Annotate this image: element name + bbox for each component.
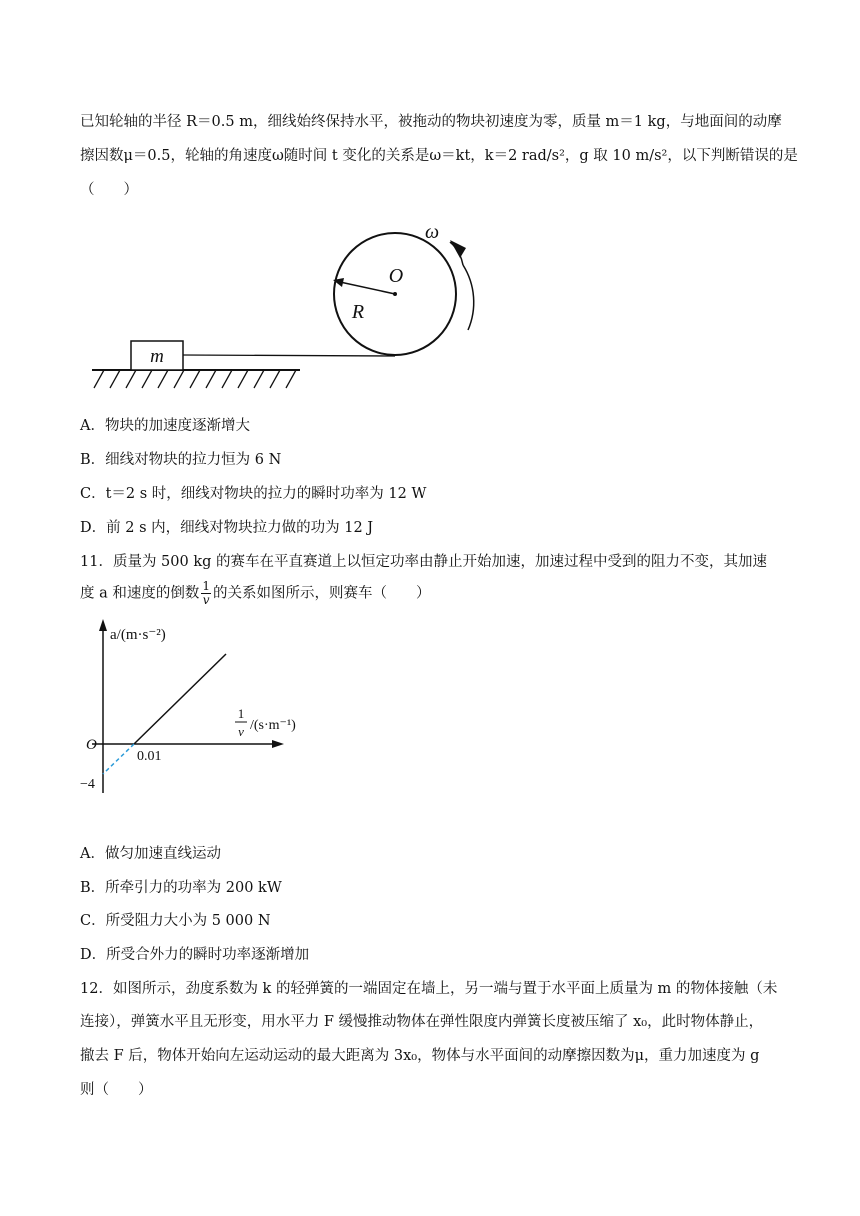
q11-option-d: D．所受合外力的瞬时功率逐渐增加 [80,947,310,963]
x-axis-label-num: 1 [237,706,245,721]
q11-frac-num: 1 [202,579,211,593]
q12-line1: 12．如图所示，劲度系数为 k 的轻弹簧的一端固定在墙上，另一端与置于水平面上质量为 m 的物体接触（未 [80,981,778,997]
q10-answer-blank: （ ） [80,182,138,198]
q12-line3: 撤去 F 后，物体开始向左运动运动的最大距离为 3x₀，物体与水平面间的动摩擦因数为μ，重力加速度为 g [80,1048,760,1064]
q10-option-a: A．物块的加速度逐渐增大 [80,418,250,434]
a-vs-inverse-v-graph [0,615,860,815]
y-tick-label: −4 [80,777,95,792]
q11-stem-line1: 11．质量为 500 kg 的赛车在平直赛道上以恒定功率由静止开始加速，加速过程中受到的阻力不变，其加速 [80,554,768,570]
q10-stem-line1: 已知轮轴的半径 R＝0.5 m，细线始终保持水平，被拖动的物块初速度为零，质量 m＝1 kg，与地面间的动摩 [80,114,782,130]
graph-line-solid [134,654,226,744]
wheel-axle-figure [0,210,860,410]
q10-option-d: D．前 2 s 内，细线对物块拉力做的功为 12 J [80,520,374,536]
q10-option-c: C．t＝2 s 时，细线对物块的拉力的瞬时功率为 12 W [80,486,427,502]
q11-option-a: A．做匀加速直线运动 [80,846,221,862]
center-label-O: O [388,265,404,287]
q11-stem-post: 的关系如图所示，则赛车（ ） [213,585,431,602]
q11-option-c: C．所受阻力大小为 5 000 N [80,913,271,929]
q11-option-b: B．所牵引力的功率为 200 kW [80,880,282,896]
block-mass-label: m [150,346,164,367]
q10-stem-line2: 擦因数μ＝0.5，轮轴的角速度ω随时间 t 变化的关系是ω＝kt，k＝2 rad/s²，g 取 10 m/s²，以下判断错误的是 [80,148,798,164]
q10-option-b: B．细线对物块的拉力恒为 6 N [80,452,282,468]
y-axis-label: a/(m·s⁻²) [110,627,166,643]
radius-label-R: R [351,301,365,323]
q11-stem-pre: 度 a 和速度的倒数 [80,585,200,602]
x-tick-label: 0.01 [137,749,162,764]
q11-stem-fraction [201,580,211,607]
origin-label: O [86,737,97,753]
x-axis-label-unit: /(s·m⁻¹) [250,718,296,733]
q12-line4: 则（ ） [80,1082,153,1098]
q12-line2: 连接），弹簧水平且无形变，用水平力 F 缓慢推动物体在弹性限度内弹簧长度被压缩了 x₀，此时物体静止， [80,1014,764,1030]
q11-stem-line2 [80,580,431,607]
x-axis-label-den: v [238,724,244,739]
q11-frac-den: v [202,593,210,607]
omega-label: ω [424,221,440,243]
graph-line-dashed-extension [103,744,134,774]
